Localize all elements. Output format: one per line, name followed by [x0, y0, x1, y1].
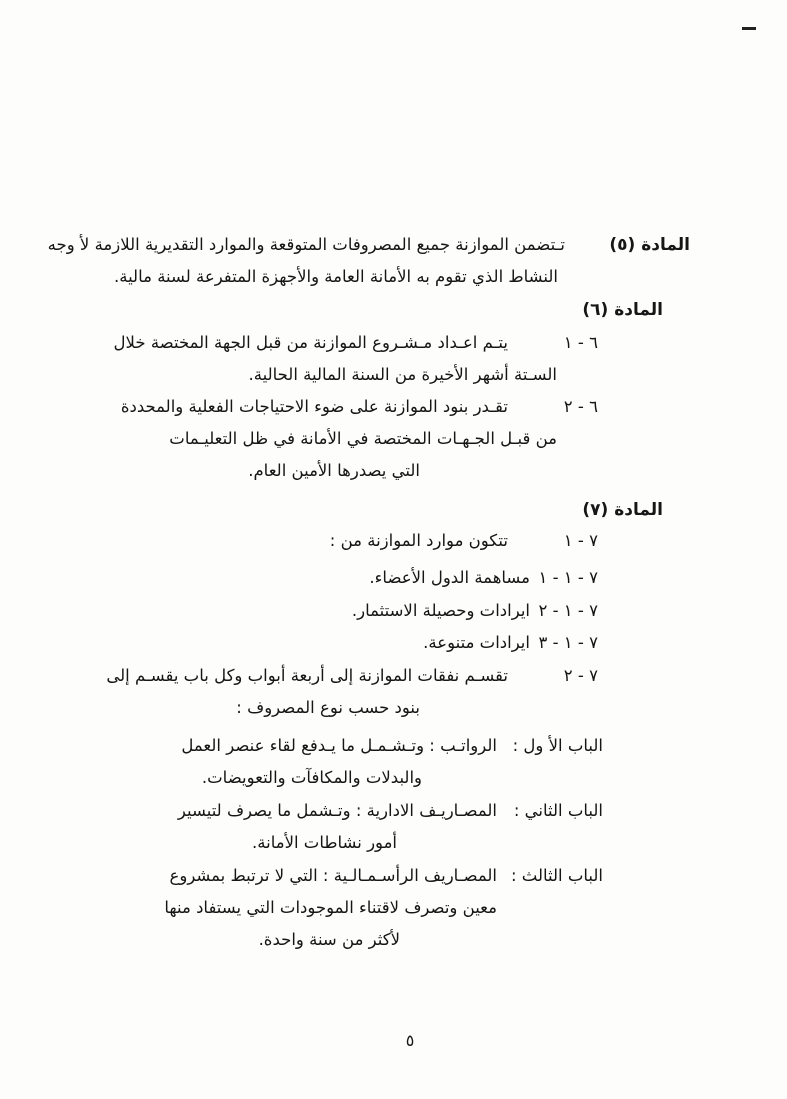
chapter-1	[181, 733, 603, 759]
item-text-line: ايرادات متنوعة.	[423, 633, 530, 652]
page-number: ٥	[405, 1031, 415, 1050]
chapter-3	[170, 863, 604, 889]
item-7-1-3	[423, 630, 598, 656]
article-5-paragraph-line: النشاط الذي تقوم به الأمانة العامة والأجهزة المتفرعة لسنة مالية.	[113, 267, 558, 286]
chapter-text-line: أمور نشاطات الأمانة.	[252, 833, 397, 852]
item-text-line: من قبـل الجـهـات المختصة في الأمانة في ظل التعليـمات	[169, 429, 557, 448]
item-number: ٧ - ٢	[563, 666, 598, 685]
article-7-label: المادة (٧)	[582, 500, 663, 520]
item-number: ٧ - ١ - ٢	[538, 601, 598, 620]
item-text-line: التي يصدرها الأمين العام.	[248, 461, 420, 480]
chapter-text-line: لأكثر من سنة واحدة.	[258, 930, 400, 949]
item-6-1	[114, 330, 598, 356]
item-7-1	[330, 528, 598, 554]
item-7-2	[106, 663, 598, 689]
article-6-label: المادة (٦)	[582, 300, 663, 320]
chapter-label: الباب الثالث :	[510, 866, 603, 885]
item-text-line: السـتة أشهر الأخيرة من السنة المالية الحالية.	[248, 365, 557, 384]
item-7-1-1	[369, 565, 598, 591]
item-number: ٦ - ٢	[563, 397, 598, 416]
chapter-text-line: المصـاريف الرأسـمـالـية : التي لا ترتبط بمشروع	[169, 866, 497, 885]
item-number: ٦ - ١	[563, 333, 598, 352]
chapter-2	[178, 798, 603, 824]
chapter-text-line: المصـاريـف الادارية : وتـشمل ما يصرف لتيسير	[177, 801, 497, 820]
item-number: ٧ - ١	[563, 531, 598, 550]
item-text-line: بنود حسب نوع المصروف :	[236, 698, 420, 717]
corner-dash-mark	[742, 27, 756, 30]
chapter-text-line: الرواتـب : وتـشـمـل ما يـدفع لقاء عنصر العمل	[181, 736, 497, 755]
article-5-paragraph-line: تـتضمن الموازنة جميع المصروفات المتوقعة والموارد التقديرية اللازمة لأ وجه	[47, 235, 565, 254]
chapter-label: الباب الثاني :	[513, 801, 603, 820]
chapter-label: الباب الأ ول :	[512, 736, 603, 755]
item-6-2	[121, 394, 598, 420]
item-text-line: ايرادات وحصيلة الاستثمار.	[351, 601, 530, 620]
item-text-line: مساهمة الدول الأعضاء.	[369, 568, 530, 587]
item-text-line: يتـم اعـداد مـشـروع الموازنة من قبل الجهة المختصة خلال	[113, 333, 508, 352]
chapter-text-line: معين وتصرف لاقتناء الموجودات التي يستفاد منها	[164, 898, 497, 917]
item-number: ٧ - ١ - ٣	[538, 633, 598, 652]
item-number: ٧ - ١ - ١	[538, 568, 598, 587]
item-text-line: تقسـم نفقات الموازنة إلى أربعة أبواب وكل باب يقسـم إلى	[106, 666, 508, 685]
item-7-1-2	[352, 598, 598, 624]
item-text-line: تقـدر بنود الموازنة على ضوء الاحتياجات الفعلية والمحددة	[120, 397, 508, 416]
item-text-line: تتكون موارد الموازنة من :	[329, 531, 508, 550]
article-5-label: المادة (٥)	[609, 235, 690, 255]
chapter-text-line: والبدلات والمكافآت والتعويضات.	[201, 768, 422, 787]
